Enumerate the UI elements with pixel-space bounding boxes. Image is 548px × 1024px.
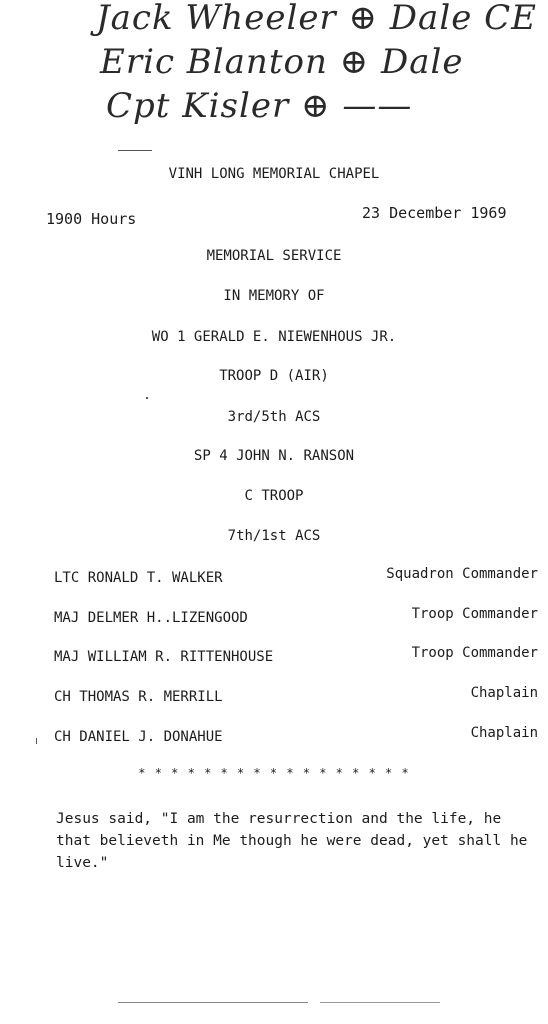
asterisk-separator: * * * * * * * * * * * * * * * * * xyxy=(138,766,410,780)
honoree-1-unit: TROOP D (AIR) xyxy=(219,368,329,384)
participant-2-name: MAJ DELMER H..LIZENGOOD xyxy=(54,610,248,626)
service-time: 1900 Hours xyxy=(46,210,137,228)
handwritten-note-2-text: Eric Blanton ⊕ Dale xyxy=(100,42,464,82)
participant-2-role: Troop Commander xyxy=(411,606,538,622)
handwritten-note-1-text: Jack Wheeler ⊕ Dale CE xyxy=(96,0,537,38)
participant-4-role: Chaplain xyxy=(470,685,538,701)
handwritten-note-1 xyxy=(96,0,537,38)
service-date: 23 December 1969 xyxy=(362,204,507,222)
bottom-edge-line-2 xyxy=(320,1002,440,1003)
handwritten-note-3 xyxy=(106,86,412,126)
handwritten-note-3-text: Cpt Kisler ⊕ —— xyxy=(106,86,413,126)
honoree-2-name: SP 4 JOHN N. RANSON xyxy=(193,448,355,464)
edge-mark xyxy=(36,738,37,744)
pen-mark xyxy=(118,150,152,151)
honoree-2-unit: C TROOP xyxy=(244,488,304,504)
honoree-2-squadron: 7th/1st ACS xyxy=(227,528,321,544)
bottom-edge-line xyxy=(118,1002,308,1003)
participant-4-name: CH THOMAS R. MERRILL xyxy=(54,689,223,705)
honoree-1-squadron: 3rd/5th ACS xyxy=(227,409,321,425)
chapel-name: VINH LONG MEMORIAL CHAPEL xyxy=(168,166,380,182)
participant-3-name: MAJ WILLIAM R. RITTENHOUSE xyxy=(54,649,274,665)
participant-5-name: CH DANIEL J. DONAHUE xyxy=(54,729,223,745)
participant-3-role: Troop Commander xyxy=(411,645,538,661)
in-memory-of: IN MEMORY OF xyxy=(223,288,325,304)
participant-1-role: Squadron Commander xyxy=(386,566,538,582)
scripture-quote: Jesus said, "I am the resurrection and the life, he that believeth in Me though he were dead, yet shall he live." xyxy=(56,811,528,871)
participant-5-role: Chaplain xyxy=(470,725,538,741)
ink-dot xyxy=(146,397,148,399)
honoree-1-name: WO 1 GERALD E. NIEWENHOUS JR. xyxy=(151,329,397,345)
service-title: MEMORIAL SERVICE xyxy=(206,248,342,264)
handwritten-note-2 xyxy=(100,42,463,82)
participant-1-name: LTC RONALD T. WALKER xyxy=(54,570,223,586)
